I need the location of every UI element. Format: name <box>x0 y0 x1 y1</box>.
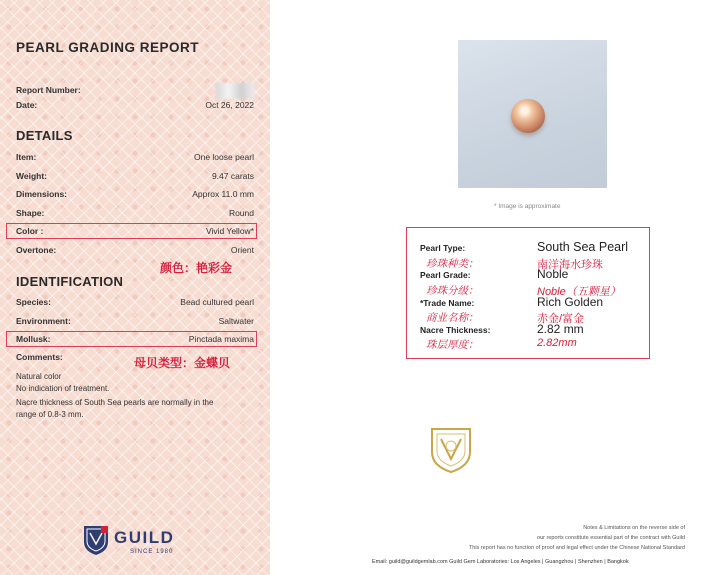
shape-label: Shape: <box>16 208 45 218</box>
mollusk-value: Pinctada maxima <box>188 334 254 344</box>
brand-since: SINCE 1980 <box>130 549 174 555</box>
nacre-thickness-cn-value: 2.82mm <box>537 337 577 349</box>
weight-value: 9.47 carats <box>211 171 254 181</box>
date-label: Date: <box>16 100 38 110</box>
details-heading: DETAILS <box>16 128 73 143</box>
nacre-thickness-cn-label: 珠层厚度： <box>426 339 479 351</box>
item-value: One loose pearl <box>193 152 254 162</box>
brand-name: GUILD <box>114 528 175 547</box>
species-row <box>16 297 254 311</box>
overtone-row <box>16 245 254 259</box>
comment-line: Nacre thickness of South Sea pearls are normally in the <box>16 398 214 407</box>
pearl-type-value: South Sea Pearl <box>537 240 629 254</box>
comment-line: range of 0.8-3 mm. <box>16 410 84 419</box>
identification-heading: IDENTIFICATION <box>16 274 124 289</box>
trade-name-label: *Trade Name: <box>420 298 475 308</box>
footer-line2: our reports constitute essential part of the contract with Guild <box>537 535 685 541</box>
pearl-grade-label: Pearl Grade: <box>420 270 471 280</box>
guild-shield-logo <box>83 524 109 556</box>
nacre-thickness-value: 2.82 mm <box>537 322 584 336</box>
mollusk-chinese-annotation: 母贝类型：金蝶贝 <box>134 356 231 370</box>
footer-line3: This report has no function of proof and legal effect under the Chinese National Standard <box>468 545 685 551</box>
dimensions-value: Approx 11.0 mm <box>192 189 254 199</box>
trade-name-cn-value: 赤金/富金 <box>537 313 585 325</box>
weight-label: Weight: <box>16 171 48 181</box>
dimensions-row <box>16 189 254 203</box>
report-number-redacted <box>216 83 254 99</box>
date-value: Oct 26, 2022 <box>205 100 254 110</box>
report-number-label: Report Number: <box>16 85 81 95</box>
color-row <box>16 226 254 240</box>
color-label: Color : <box>16 226 44 236</box>
mollusk-row <box>16 334 254 348</box>
trade-name-cn-label: 商业名称： <box>426 312 479 324</box>
report-left-panel <box>0 0 270 575</box>
weight-row <box>16 171 254 185</box>
overtone-label: Overtone: <box>16 245 57 255</box>
pearl-type-cn-label: 珍珠种类： <box>426 258 479 270</box>
gold-shield-emblem <box>430 426 472 474</box>
item-label: Item: <box>16 152 37 162</box>
report-number-row <box>16 85 254 99</box>
environment-value: Saltwater <box>218 316 254 326</box>
species-label: Species: <box>16 297 51 307</box>
shape-value: Round <box>228 208 254 218</box>
dimensions-label: Dimensions: <box>16 189 68 199</box>
pearl-grade-value: Noble <box>537 267 569 281</box>
overtone-value: Orient <box>230 245 254 255</box>
pearl-grade-cn-label: 珍珠分级： <box>426 285 479 297</box>
shape-row <box>16 208 254 222</box>
footer-line1: Notes & Limitations on the reverse side of <box>583 525 685 531</box>
comment-line: No indication of treatment. <box>16 384 110 393</box>
nacre-thickness-label: Nacre Thickness: <box>420 325 491 335</box>
image-approximate-note: * Image is approximate <box>494 203 561 210</box>
comments-label: Comments: <box>16 352 63 362</box>
environment-label: Environment: <box>16 316 71 326</box>
color-chinese-annotation: 颜色：艳彩金 <box>160 261 233 275</box>
date-row <box>16 100 254 114</box>
trade-name-value: Rich Golden <box>537 295 604 309</box>
species-value: Bead cultured pearl <box>180 297 254 307</box>
environment-row <box>16 316 254 330</box>
pearl-type-cn-value: 南洋海水珍珠 <box>537 259 603 271</box>
mollusk-label: Mollusk: <box>16 334 51 344</box>
pearl-image <box>511 99 545 133</box>
item-row <box>16 152 254 166</box>
pearl-grade-cn-value: Noble（五颗星） <box>537 286 621 298</box>
color-value: Vivid Yellow* <box>205 226 254 236</box>
report-title: PEARL GRADING REPORT <box>16 40 200 55</box>
pearl-type-label: Pearl Type: <box>420 243 466 253</box>
footer-contact: Email: guild@guildgemlab.com Guild Gem Laboratories: Los Angeles | Guangzhou | Shenzhen | Bangkok <box>372 559 629 565</box>
comment-line: Natural color <box>16 372 62 381</box>
